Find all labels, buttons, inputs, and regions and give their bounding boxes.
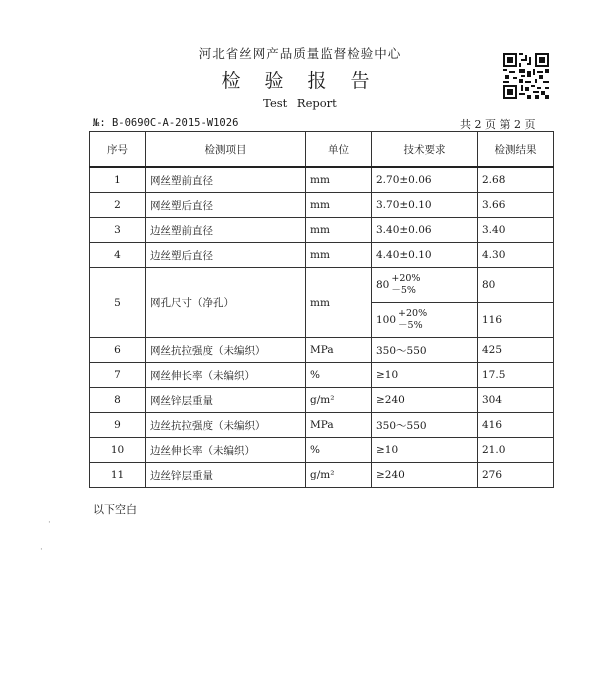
- row-item: 网丝伸长率（未编织）: [146, 363, 306, 388]
- document-number: №: B-0690C-A-2015-W1026: [93, 117, 239, 129]
- row-no: 8: [90, 388, 146, 413]
- row-unit: mm: [306, 243, 372, 268]
- row-requirement: 3.70±0.10: [372, 193, 478, 218]
- table-row: [90, 193, 554, 218]
- row-no: 9: [90, 413, 146, 438]
- table-row: [90, 413, 554, 438]
- table-row: [90, 167, 554, 193]
- row-result: 3.40: [478, 218, 554, 243]
- row-item: 网丝锌层重量: [146, 388, 306, 413]
- tolerance-plus: +20%: [398, 308, 428, 319]
- row-item: 网孔尺寸（净孔）: [146, 268, 306, 338]
- row-result: 80: [478, 268, 554, 303]
- qr-code-icon: [503, 53, 549, 99]
- page-info: 共 2 页 第 2 页: [460, 118, 536, 131]
- row-no: 2: [90, 193, 146, 218]
- header-result: 检测结果: [478, 132, 554, 168]
- row-result: 3.66: [478, 193, 554, 218]
- row-requirement: [372, 268, 478, 303]
- tolerance-minus: －5%: [398, 320, 423, 331]
- row-unit: g/m²: [306, 463, 372, 488]
- row-no: 4: [90, 243, 146, 268]
- row-result: 416: [478, 413, 554, 438]
- header-unit: 单位: [306, 132, 372, 168]
- table-row: [90, 388, 554, 413]
- row-unit: MPa: [306, 413, 372, 438]
- row-no: 3: [90, 218, 146, 243]
- row-result: 276: [478, 463, 554, 488]
- row-no: 6: [90, 338, 146, 363]
- row-result: 4.30: [478, 243, 554, 268]
- row-requirement: 4.40±0.10: [372, 243, 478, 268]
- row-unit: g/m²: [306, 388, 372, 413]
- table-row: [90, 363, 554, 388]
- table-row: [90, 438, 554, 463]
- row-item: 网丝塑后直径: [146, 193, 306, 218]
- tolerance-base: 100: [376, 314, 397, 326]
- report-title: 检 验 报 告: [221, 70, 379, 92]
- table-header-row: [90, 132, 554, 168]
- header-item: 检测项目: [146, 132, 306, 168]
- row-result: 425: [478, 338, 554, 363]
- row-unit: %: [306, 363, 372, 388]
- row-result: 21.0: [478, 438, 554, 463]
- row-no: 7: [90, 363, 146, 388]
- row-result: 304: [478, 388, 554, 413]
- results-table: [89, 131, 554, 488]
- row-unit: mm: [306, 167, 372, 193]
- table-row: [90, 268, 554, 303]
- row-item: 边丝锌层重量: [146, 463, 306, 488]
- row-item: 边丝伸长率（未编织）: [146, 438, 306, 463]
- row-requirement: ≥240: [372, 388, 478, 413]
- table-row: [90, 463, 554, 488]
- row-result: 17.5: [478, 363, 554, 388]
- row-no: 5: [90, 268, 146, 338]
- row-requirement: 2.70±0.06: [372, 167, 478, 193]
- row-unit: %: [306, 438, 372, 463]
- row-item: 边丝塑前直径: [146, 218, 306, 243]
- report-org: 河北省丝网产品质量监督检验中心: [198, 46, 402, 61]
- row-requirement: ≥10: [372, 363, 478, 388]
- scan-speck: ·: [40, 545, 43, 555]
- row-requirement: [372, 303, 478, 338]
- row-requirement: 350～550: [372, 338, 478, 363]
- row-unit: mm: [306, 268, 372, 338]
- row-requirement: 3.40±0.06: [372, 218, 478, 243]
- row-no: 11: [90, 463, 146, 488]
- footer-note: 以下空白: [93, 503, 137, 516]
- header-requirement: 技术要求: [372, 132, 478, 168]
- row-result: 2.68: [478, 167, 554, 193]
- table-row: [90, 338, 554, 363]
- tolerance-plus: +20%: [391, 273, 421, 284]
- row-unit: MPa: [306, 338, 372, 363]
- row-item: 网丝抗拉强度（未编织）: [146, 338, 306, 363]
- row-requirement: ≥240: [372, 463, 478, 488]
- row-unit: mm: [306, 193, 372, 218]
- row-item: 网丝塑前直径: [146, 167, 306, 193]
- row-item: 边丝塑后直径: [146, 243, 306, 268]
- row-item: 边丝抗拉强度（未编织）: [146, 413, 306, 438]
- row-result: 116: [478, 303, 554, 338]
- scan-speck: ·: [48, 518, 51, 528]
- header-no: 序号: [90, 132, 146, 168]
- table-row: [90, 243, 554, 268]
- row-no: 1: [90, 167, 146, 193]
- row-unit: mm: [306, 218, 372, 243]
- table-row: [90, 218, 554, 243]
- row-requirement: ≥10: [372, 438, 478, 463]
- report-subtitle: Test Report: [263, 96, 337, 110]
- row-requirement: 350～550: [372, 413, 478, 438]
- row-no: 10: [90, 438, 146, 463]
- tolerance-base: 80: [376, 279, 390, 291]
- tolerance-minus: －5%: [391, 285, 416, 296]
